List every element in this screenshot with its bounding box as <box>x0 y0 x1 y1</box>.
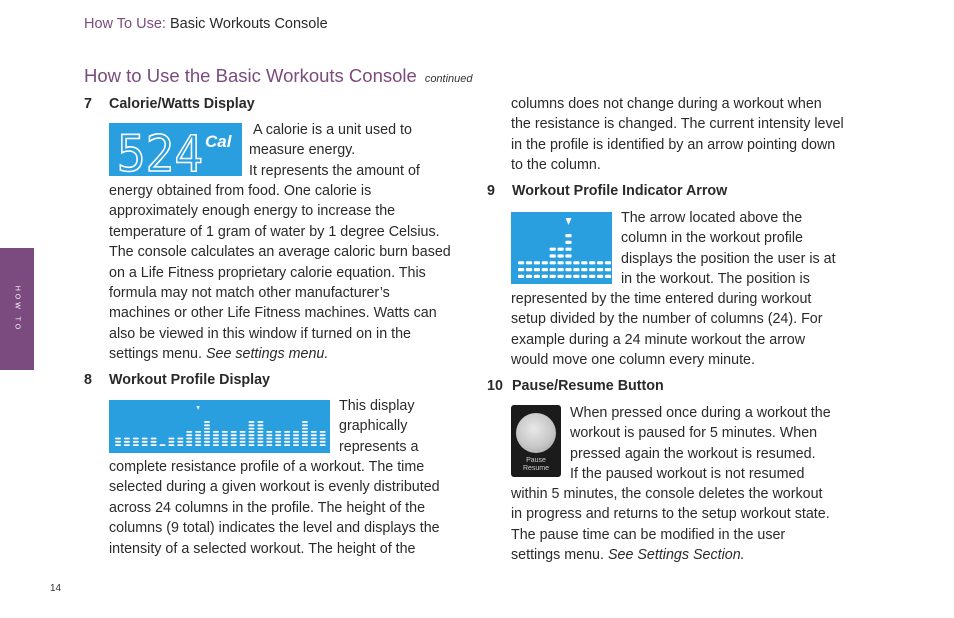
profile-segment <box>186 441 192 443</box>
profile-segment <box>275 444 281 446</box>
calorie-display <box>109 123 242 176</box>
text-line: column in the workout profile <box>621 230 803 247</box>
profile-segment <box>124 444 130 446</box>
profile-segment <box>151 438 157 440</box>
pause-label: Pause <box>526 457 546 464</box>
text-line: would move one column every minute. <box>511 352 755 369</box>
profile-segment <box>581 275 587 278</box>
item10-number: 10 <box>487 378 503 394</box>
profile-segment <box>284 438 290 440</box>
profile-segment <box>240 444 246 446</box>
text-line: The pause time can be modified in the user <box>511 526 786 543</box>
pause-knob-icon <box>516 413 556 453</box>
profile-segment <box>302 438 308 440</box>
profile-segment <box>231 441 237 443</box>
profile-segment <box>124 441 130 443</box>
item8-body <box>109 457 440 559</box>
text-line: in progress and returns to the setup workout state. <box>511 506 830 523</box>
profile-segment <box>195 441 201 443</box>
profile-segment <box>213 434 219 436</box>
profile-segment <box>565 275 571 278</box>
profile-segment <box>597 275 603 278</box>
profile-segment <box>204 434 210 436</box>
profile-segment <box>311 434 317 436</box>
profile-segment <box>124 438 130 440</box>
profile-segment <box>573 268 579 271</box>
profile-segment <box>213 431 219 433</box>
profile-segment <box>266 438 272 440</box>
profile-segment <box>558 268 564 271</box>
profile-segment <box>275 438 281 440</box>
item7-number: 7 <box>84 96 92 112</box>
profile-segment <box>534 275 540 278</box>
profile-segment <box>249 431 255 433</box>
item9-body <box>511 289 823 371</box>
profile-segment <box>293 441 299 443</box>
profile-segment <box>257 421 263 423</box>
profile-segment <box>249 444 255 446</box>
profile-segment <box>222 434 228 436</box>
section-title <box>84 65 473 87</box>
profile-segment <box>581 268 587 271</box>
text-line: The console calculates an average caloric burn based <box>109 244 451 261</box>
profile-segment <box>311 441 317 443</box>
text-line: This display <box>339 398 415 414</box>
profile-segment <box>293 438 299 440</box>
profile-segment <box>249 441 255 443</box>
running-header-prefix: How To Use: <box>84 16 166 32</box>
text-line: selected during a given workout is evenly distributed <box>109 479 440 496</box>
profile-segment <box>605 268 611 271</box>
profile-segment <box>231 434 237 436</box>
profile-segment <box>257 431 263 433</box>
profile-segment <box>284 441 290 443</box>
profile-segment <box>320 444 326 446</box>
item8-text-beside <box>339 396 418 457</box>
item8-heading <box>84 372 270 388</box>
profile-segment <box>177 441 183 443</box>
profile-segment <box>320 441 326 443</box>
profile-segment <box>320 434 326 436</box>
profile-segment <box>142 444 148 446</box>
text-line: within 5 minutes, the console deletes the workout <box>511 486 823 502</box>
profile-segment <box>565 234 571 237</box>
profile-segment <box>518 261 524 264</box>
item9-heading <box>487 183 727 199</box>
profile-segment <box>284 444 290 446</box>
profile-segment <box>320 431 326 433</box>
item9-number: 9 <box>487 183 495 199</box>
profile-segment <box>565 248 571 251</box>
pause-resume-button[interactable] <box>511 405 561 477</box>
text-line: intensity of a selected workout. The height of the <box>109 540 416 557</box>
profile-segment <box>249 421 255 423</box>
profile-segment <box>302 441 308 443</box>
profile-segment <box>605 275 611 278</box>
profile-segment <box>257 428 263 430</box>
profile-segment <box>597 261 603 264</box>
workout-profile-display <box>109 400 330 453</box>
profile-segment <box>311 444 317 446</box>
profile-segment <box>249 438 255 440</box>
profile-segment <box>275 434 281 436</box>
profile-segment <box>213 441 219 443</box>
profile-segment <box>550 275 556 278</box>
page-number: 14 <box>50 583 62 594</box>
profile-segment <box>231 444 237 446</box>
profile-segment <box>589 268 595 271</box>
profile-segment <box>204 428 210 430</box>
profile-segment <box>542 268 548 271</box>
profile-segment <box>115 444 121 446</box>
text-line: machines or other Life Fitness machines. Watts can <box>109 305 437 322</box>
profile-segment <box>240 441 246 443</box>
profile-segment <box>168 444 174 446</box>
item7-body <box>109 181 451 365</box>
profile-segment <box>249 434 255 436</box>
text-line: measure energy. <box>249 142 356 159</box>
profile-segment <box>565 261 571 264</box>
profile-segment <box>266 441 272 443</box>
text-line: If the paused workout is not resumed <box>570 466 805 483</box>
profile-segment <box>142 441 148 443</box>
profile-segment <box>542 275 548 278</box>
profile-segment <box>275 441 281 443</box>
profile-segment <box>142 438 148 440</box>
profile-segment <box>257 424 263 426</box>
item9-heading-text: Workout Profile Indicator Arrow <box>512 183 728 199</box>
item7-text-beside <box>249 120 420 181</box>
profile-indicator-display <box>511 212 612 284</box>
profile-segment <box>311 438 317 440</box>
text-line: It represents the amount of <box>249 162 420 179</box>
text-line: energy obtained from food. One calorie is <box>109 183 372 199</box>
text-line: graphically <box>339 418 408 435</box>
resume-label: Resume <box>522 465 550 472</box>
profile-segment <box>204 424 210 426</box>
item10-text-beside <box>570 403 831 485</box>
text-line: to the column. <box>511 157 601 174</box>
profile-segment <box>151 444 157 446</box>
profile-segment <box>151 441 157 443</box>
profile-segment <box>302 434 308 436</box>
text-line <box>511 545 830 565</box>
profile-segment <box>565 241 571 244</box>
text-line: represented by the time entered during workout <box>511 291 812 307</box>
profile-segment <box>222 441 228 443</box>
profile-segment <box>284 431 290 433</box>
profile-segment <box>558 248 564 251</box>
profile-segment <box>257 444 263 446</box>
item10-body <box>511 484 830 566</box>
profile-segment <box>257 441 263 443</box>
profile-segment <box>518 275 524 278</box>
section-title-text: How to Use the Basic Workouts Console <box>84 65 417 86</box>
text-line: A calorie is a unit used to <box>253 122 412 138</box>
calorie-unit: Cal <box>205 132 232 151</box>
side-tab <box>0 248 34 370</box>
profile-segment <box>195 434 201 436</box>
profile-segment <box>534 261 540 264</box>
profile-segment <box>222 431 228 433</box>
profile-segment <box>204 431 210 433</box>
profile-segment <box>573 261 579 264</box>
profile-segment <box>204 421 210 423</box>
profile-segment <box>293 434 299 436</box>
text-line: When pressed once during a workout the <box>570 405 831 421</box>
profile-segment <box>589 275 595 278</box>
cross-reference: See settings menu. <box>205 346 329 363</box>
profile-segment <box>204 441 210 443</box>
text-line: across 24 columns in the profile. The height of the <box>109 499 426 516</box>
profile-segment <box>160 444 166 446</box>
running-header-title: Basic Workouts Console <box>169 16 328 32</box>
profile-segment <box>213 438 219 440</box>
text-span: settings menu. <box>511 547 608 564</box>
profile-segment <box>168 441 174 443</box>
item7-heading <box>84 96 255 112</box>
profile-segment <box>222 444 228 446</box>
profile-segment <box>266 434 272 436</box>
profile-segment <box>133 438 139 440</box>
profile-segment <box>526 261 532 264</box>
profile-segment <box>605 261 611 264</box>
profile-segment <box>257 438 263 440</box>
text-line: example during a 24 minute workout the arrow <box>511 331 806 348</box>
profile-segment <box>266 431 272 433</box>
profile-segment <box>240 431 246 433</box>
text-line: The arrow located above the <box>621 210 803 226</box>
profile-segment <box>302 431 308 433</box>
profile-segment <box>177 444 183 446</box>
profile-segment <box>550 268 556 271</box>
text-line: complete resistance profile of a workout. The time <box>109 459 425 475</box>
profile-segment <box>284 434 290 436</box>
profile-segment <box>195 444 201 446</box>
section-continued: continued <box>424 73 473 85</box>
profile-segment <box>302 424 308 426</box>
text-line: formula may not match other manufacturer’s <box>109 284 390 301</box>
profile-segment <box>249 424 255 426</box>
profile-segment <box>558 254 564 257</box>
profile-segment <box>581 261 587 264</box>
profile-segment <box>573 275 579 278</box>
profile-segment <box>565 268 571 271</box>
text-line: in the profile is identified by an arrow pointing down <box>511 136 836 153</box>
text-line: pressed again the workout is resumed. <box>570 445 816 462</box>
profile-segment <box>249 428 255 430</box>
profile-segment <box>133 444 139 446</box>
profile-segment <box>589 261 595 264</box>
profile-segment <box>275 431 281 433</box>
text-span: settings menu. <box>109 346 206 363</box>
profile-segment <box>213 444 219 446</box>
column2-continued-text <box>511 94 844 176</box>
item7-heading-text: Calorie/Watts Display <box>109 96 255 112</box>
profile-segment <box>186 438 192 440</box>
text-line: workout is paused for 5 minutes. When <box>570 425 818 442</box>
profile-segment <box>177 438 183 440</box>
item8-number: 8 <box>84 372 92 388</box>
profile-segment <box>115 441 121 443</box>
profile-segment <box>293 431 299 433</box>
profile-segment <box>526 275 532 278</box>
text-line: represents a <box>339 438 419 455</box>
item10-heading <box>487 378 664 394</box>
item8-heading-text: Workout Profile Display <box>109 372 271 388</box>
profile-segment <box>186 431 192 433</box>
profile-segment <box>597 268 603 271</box>
profile-segment <box>204 438 210 440</box>
profile-segment <box>293 444 299 446</box>
profile-segment <box>266 444 272 446</box>
text-line: columns (9 total) indicates the level and displays the <box>109 520 440 537</box>
profile-segment <box>542 261 548 264</box>
side-tab-label: HOW TO <box>13 285 21 333</box>
running-header <box>84 16 328 32</box>
profile-segment <box>550 248 556 251</box>
calorie-value: 524 <box>117 125 203 176</box>
item10-heading-text: Pause/Resume Button <box>512 378 664 394</box>
text-line: the resistance is changed. The current intensity level <box>511 116 844 133</box>
profile-segment <box>257 434 263 436</box>
text-line: displays the position the user is at <box>621 250 836 267</box>
profile-segment <box>195 431 201 433</box>
profile-segment <box>240 438 246 440</box>
cross-reference: See Settings Section. <box>607 547 745 564</box>
profile-segment <box>302 444 308 446</box>
profile-segment <box>311 431 317 433</box>
profile-segment <box>565 254 571 257</box>
text-line <box>109 344 451 364</box>
profile-segment <box>302 421 308 423</box>
profile-segment <box>186 434 192 436</box>
profile-segment <box>133 441 139 443</box>
profile-segment <box>550 254 556 257</box>
profile-segment <box>534 268 540 271</box>
profile-segment <box>302 428 308 430</box>
text-line: setup divided by the number of columns (24). For <box>511 311 823 328</box>
profile-segment <box>115 438 121 440</box>
profile-segment <box>222 438 228 440</box>
text-line: approximately enough energy to increase the <box>109 203 396 220</box>
profile-segment <box>320 438 326 440</box>
profile-segment <box>168 438 174 440</box>
profile-segment <box>186 444 192 446</box>
profile-segment <box>231 431 237 433</box>
profile-segment <box>558 275 564 278</box>
text-line: on a Life Fitness proprietary calorie equation. This <box>109 264 426 281</box>
profile-segment <box>204 444 210 446</box>
profile-segment <box>526 268 532 271</box>
profile-segment <box>240 434 246 436</box>
text-line: columns does not change during a workout when <box>511 96 822 112</box>
profile-segment <box>231 438 237 440</box>
profile-segment <box>518 268 524 271</box>
text-line: in the workout. The position is <box>621 271 810 288</box>
profile-segment <box>550 261 556 264</box>
text-line: temperature of 1 gram of water by 1 degree Celsius. <box>109 223 440 240</box>
profile-segment <box>558 261 564 264</box>
item9-text-beside <box>621 208 836 290</box>
profile-segment <box>195 438 201 440</box>
text-line: also be viewed in this window if turned on in the <box>109 325 412 342</box>
